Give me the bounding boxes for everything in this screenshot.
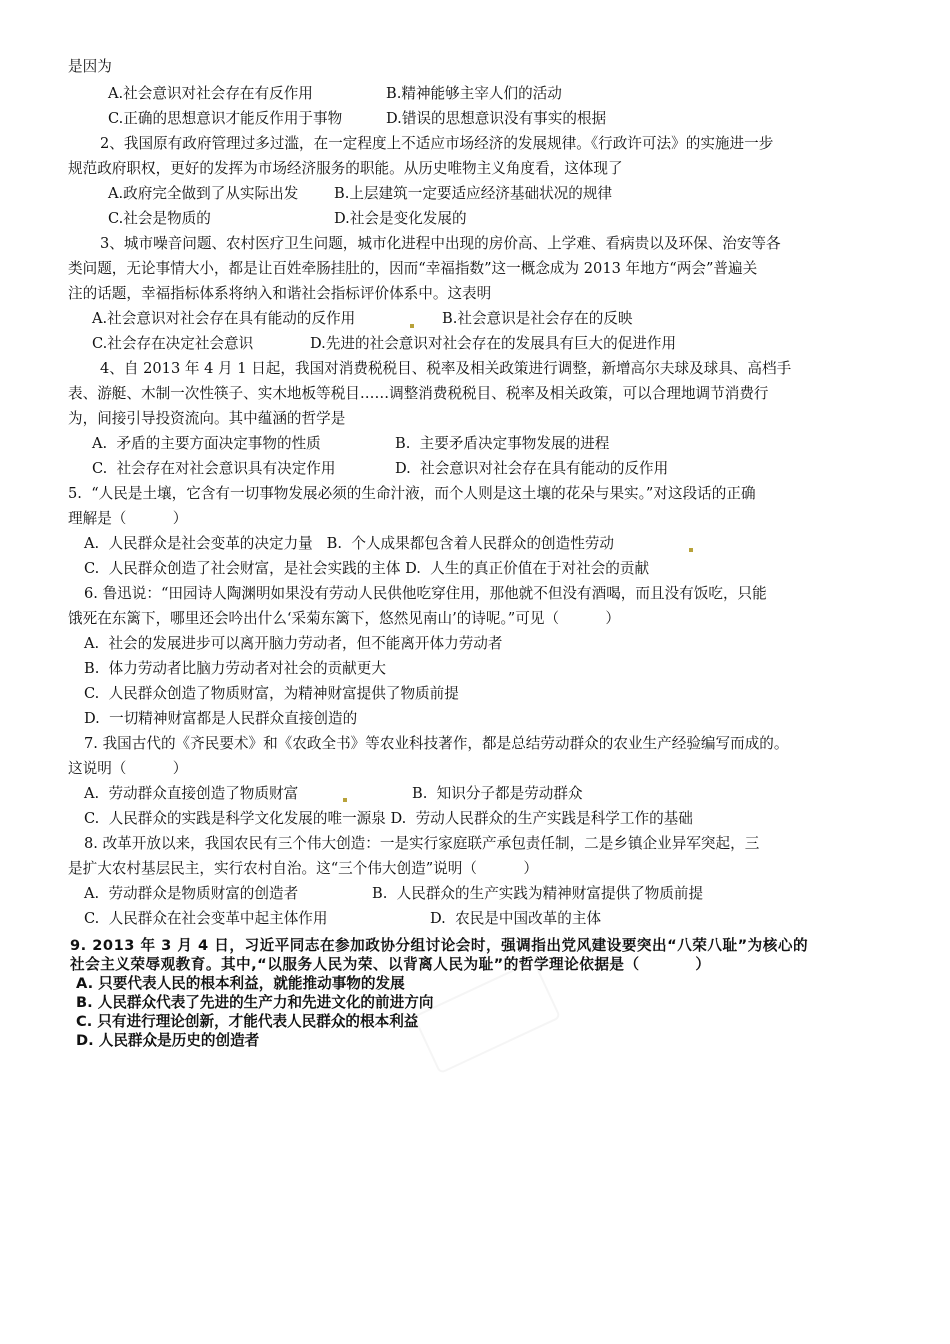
text-line: B. 知识分子都是劳动群众 [412, 785, 583, 802]
text-line: B.社会意识是社会存在的反映 [442, 310, 633, 327]
text-line: 为，间接引导投资流向。其中蕴涵的哲学是 [68, 410, 346, 427]
text-line: 类问题，无论事情大小，都是让百姓牵肠挂肚的，因而“幸福指数”这一概念成为 2013 年地方“两会”普遍关 [68, 260, 758, 277]
text-line: A. 劳动群众是物质财富的创造者 [84, 885, 299, 902]
text-line: A. 劳动群众直接创造了物质财富 [84, 785, 299, 802]
text-line: D.先进的社会意识对社会存在的发展具有巨大的促进作用 [310, 335, 677, 352]
text-line: D.错误的思想意识没有事实的根据 [386, 110, 607, 127]
text-line: 表、游艇、木制一次性筷子、实木地板等税目……调整消费税税目、税率及相关政策，可以合理地调节消费行 [68, 385, 769, 402]
question-9-option-d: D. 人民群众是历史的创造者 [76, 1032, 260, 1049]
text-line: 5. “人民是土壤，它含有一切事物发展必须的生命汁液，而个人则是这土壤的花朵与果实。”对这段话的正确 [68, 485, 756, 502]
text-line: C. 人民群众创造了社会财富，是社会实践的主体 D. 人生的真正价值在于对社会的贡献 [84, 560, 650, 577]
text-line: B. 主要矛盾决定事物发展的进程 [395, 435, 610, 452]
text-line: B.上层建筑一定要适应经济基础状况的规律 [334, 185, 613, 202]
question-9-option-c: C. 只有进行理论创新，才能代表人民群众的根本利益 [76, 1013, 419, 1030]
question-9-stem-line-2: 社会主义荣辱观教育。其中,“以服务人民为荣、以背离人民为耻”的哲学理论依据是（ ） [70, 956, 711, 973]
question-9-option-b: B. 人民群众代表了先进的生产力和先进文化的前进方向 [76, 994, 434, 1011]
text-line: A.社会意识对社会存在有反作用 [108, 85, 313, 102]
text-line: 是因为 [68, 58, 112, 75]
text-line: D. 一切精神财富都是人民群众直接创造的 [84, 710, 358, 727]
text-line: C. 人民群众的实践是科学文化发展的唯一源泉 D. 劳动人民群众的生产实践是科学工作的基础 [84, 810, 693, 827]
text-line: A. 人民群众是社会变革的决定力量 B. 个人成果都包含着人民群众的创造性劳动 [84, 535, 615, 552]
text-line: 4、自 2013 年 4 月 1 日起，我国对消费税税目、税率及相关政策进行调整，新增高尔夫球及球具、高档手 [100, 360, 792, 377]
text-line: 3、城市噪音问题、农村医疗卫生问题，城市化进程中出现的房价高、上学难、看病贵以及环保、治安等各 [100, 235, 781, 252]
text-line: C. 人民群众在社会变革中起主体作用 [84, 910, 328, 927]
text-line: 理解是（ ） [68, 510, 188, 527]
text-line: 2、我国原有政府管理过多过滥，在一定程度上不适应市场经济的发展规律。《行政许可法》的实施进一步 [100, 135, 774, 152]
decorative-dot [343, 798, 347, 802]
text-line: A.政府完全做到了从实际出发 [108, 185, 299, 202]
text-line: 注的话题，幸福指标体系将纳入和谐社会指标评价体系中。这表明 [68, 285, 492, 302]
text-line: 7. 我国古代的《齐民要术》和《农政全书》等农业科技著作，都是总结劳动群众的农业生产经验编写而成的。 [84, 735, 789, 752]
text-line: C. 人民群众创造了物质财富，为精神财富提供了物质前提 [84, 685, 459, 702]
decorative-dot [689, 548, 693, 552]
text-line: A. 矛盾的主要方面决定事物的性质 [92, 435, 321, 452]
text-line: D. 社会意识对社会存在具有能动的反作用 [395, 460, 669, 477]
text-line: C. 社会存在对社会意识具有决定作用 [92, 460, 336, 477]
text-line: B. 人民群众的生产实践为精神财富提供了物质前提 [372, 885, 704, 902]
text-line: B.精神能够主宰人们的活动 [386, 85, 562, 102]
text-line: 6. 鲁迅说：“田园诗人陶渊明如果没有劳动人民供他吃穿住用，那他就不但没有酒喝，而且没有饭吃，只能 [84, 585, 767, 602]
decorative-dot [410, 324, 414, 328]
text-line: A. 社会的发展进步可以离开脑力劳动者，但不能离开体力劳动者 [84, 635, 503, 652]
text-line: 饿死在东篱下，哪里还会吟出什么‘采菊东篱下，悠然见南山’的诗呢。”可见（ ） [68, 610, 621, 627]
text-line: 规范政府职权，更好的发挥为市场经济服务的职能。从历史唯物主义角度看，这体现了 [68, 160, 623, 177]
text-line: C.社会是物质的 [108, 210, 211, 227]
text-line: 是扩大农村基层民主，实行农村自治。这“三个伟大创造”说明（ ） [68, 860, 538, 877]
text-line: C.正确的思想意识才能反作用于事物 [108, 110, 343, 127]
text-line: D.社会是变化发展的 [334, 210, 467, 227]
text-line: A.社会意识对社会存在具有能动的反作用 [92, 310, 356, 327]
question-9-stem-line-1: 9. 2013 年 3 月 4 日，习近平同志在参加政协分组讨论会时，强调指出党风建设要突出“八荣八耻”为核心的 [70, 937, 809, 954]
text-line: B. 体力劳动者比脑力劳动者对社会的贡献更大 [84, 660, 386, 677]
question-9-option-a: A. 只要代表人民的根本利益，就能推动事物的发展 [76, 975, 405, 992]
text-line: 这说明（ ） [68, 760, 188, 777]
text-line: C.社会存在决定社会意识 [92, 335, 254, 352]
text-line: D. 农民是中国改革的主体 [430, 910, 602, 927]
text-line: 8. 改革开放以来，我国农民有三个伟大创造：一是实行家庭联产承包责任制，二是乡镇企业异军突起，三 [84, 835, 760, 852]
